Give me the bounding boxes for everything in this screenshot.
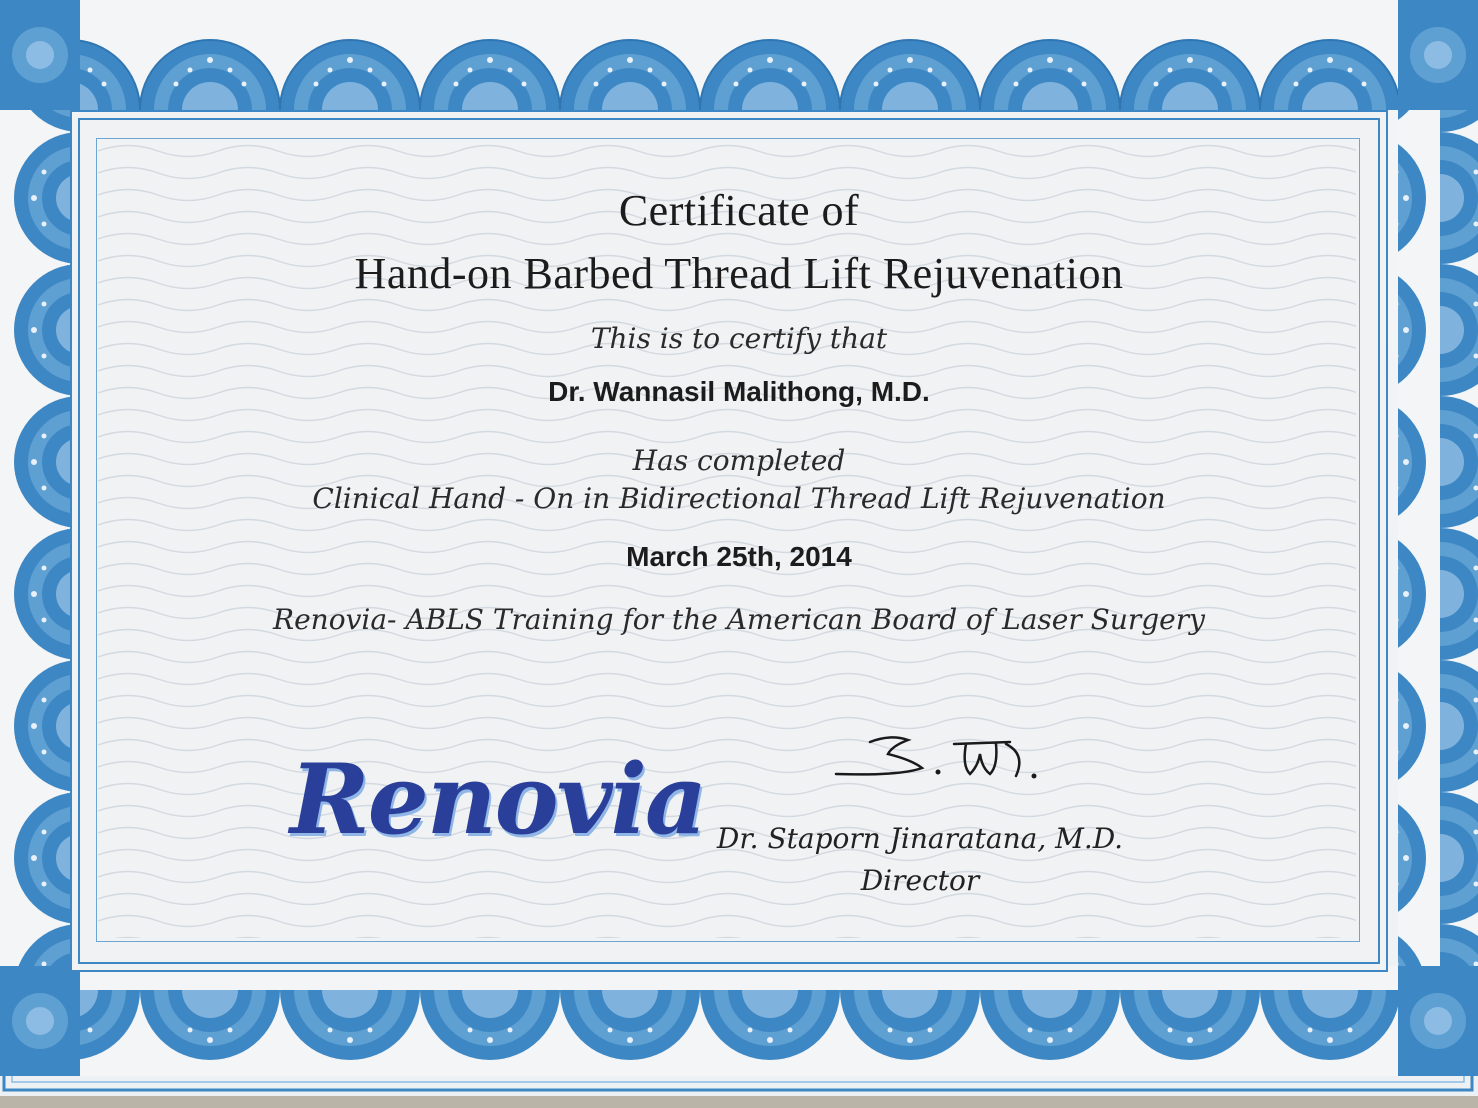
certify-statement: This is to certify that [590,322,888,355]
issuing-organization: Renovia- ABLS Training for the American Board of Laser Surgery [273,603,1205,636]
course-name: Clinical Hand - On in Bidirectional Thread Lift Rejuvenation [312,482,1166,515]
signatory-name: Dr. Staporn Jinaratana, M.D. [716,822,1124,855]
certificate-title: Certificate of [618,186,860,235]
certificate-subject: Hand-on Barbed Thread Lift Rejuvenation [354,249,1124,298]
completion-statement: Has completed [632,444,846,477]
recipient-name: Dr. Wannasil Malithong, M.D. [548,376,930,407]
signatory-title: Director [860,864,980,897]
renovia-logo: Renovia [290,743,706,856]
handwritten-signature [830,730,1050,790]
certificate-date: March 25th, 2014 [626,541,852,572]
